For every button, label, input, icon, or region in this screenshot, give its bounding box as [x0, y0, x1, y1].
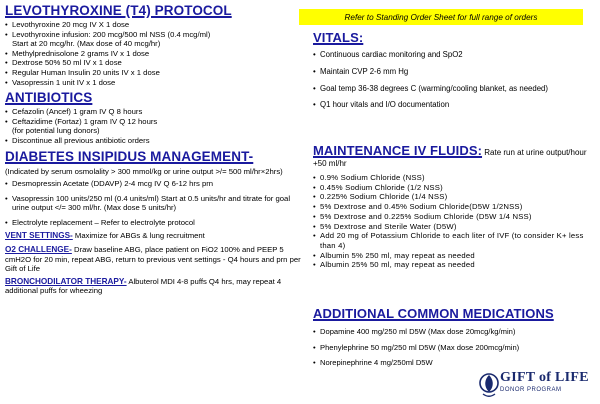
- list-item: • 0.225% Sodium Chloride (1/4 NSS): [313, 192, 597, 202]
- bronchodilator-therapy: [5, 277, 307, 296]
- fluids-list: [313, 173, 597, 270]
- list-item: • Maintain CVP 2-6 mm Hg: [313, 67, 597, 77]
- list-item: • Electrolyte replacement – Refer to electrolyte protocol: [5, 218, 307, 228]
- levothyroxine-heading: LEVOTHYROXINE (T4) PROTOCOL: [5, 3, 232, 18]
- list-item: • Dopamine 400 mg/250 ml D5W (Max dose 20mcg/kg/min): [313, 327, 597, 337]
- diabetes-insipidus-intro: (Indicated by serum osmolality > 300 mmol/kg or urine output >/= 500 ml/hr×2hrs): [5, 166, 283, 176]
- fluids-heading: MAINTENANCE IV FLUIDS:: [313, 143, 483, 158]
- list-item: • Ceftazidime (Fortaz) 1 gram IV Q 12 hours: [5, 117, 307, 127]
- o2-challenge-text: Draw baseline ABG, place patient on FiO2 100% and PEEP 5 cmH2O for 20 min, repeat ABG, return to previous vent settings - Q4 hours and prn per Gift of Life: [5, 245, 301, 274]
- fluids-note: Rate run at urine output/hour +50 ml/hr: [313, 148, 587, 168]
- left-column: [5, 0, 307, 296]
- logo-subtitle: DONOR PROGRAM: [500, 387, 562, 393]
- vent-settings-text: Maximize for ABGs & lung recruitment: [72, 230, 205, 240]
- list-item: • Regular Human Insulin 20 units IV x 1 dose: [5, 68, 307, 78]
- logo-name: GIFT of LIFE: [500, 370, 589, 385]
- levothyroxine-list: [5, 20, 307, 87]
- fluids-heading-row: [313, 143, 597, 169]
- gift-of-life-logo: [478, 368, 596, 402]
- antibiotics-list: [5, 107, 307, 145]
- vent-settings-label: VENT SETTINGS-: [5, 230, 73, 240]
- list-item: • Albumin 25% 50 ml, may repeat as needed: [313, 260, 597, 270]
- list-item: • Albumin 5% 250 ml, may repeat as needed: [313, 251, 597, 261]
- fluids-section: [313, 143, 597, 270]
- list-item: • Dextrose 50% 50 ml IV x 1 dose: [5, 58, 307, 68]
- bronchodilator-label: BRONCHODILATOR THERAPY-: [5, 276, 127, 286]
- list-item: • Methylprednisolone 2 grams IV x 1 dose: [5, 49, 307, 59]
- list-item: • 0.45% Sodium Chloride (1/2 NSS): [313, 183, 597, 193]
- list-item: • Goal temp 36-38 degrees C (warming/cooling blanket, as needed): [313, 84, 597, 94]
- list-item: • Phenylephrine 50 mg/250 ml D5W (Max dose 200mcg/min): [313, 343, 597, 353]
- medications-heading: ADDITIONAL COMMON MEDICATIONS: [313, 306, 554, 321]
- list-item: (for potential lung donors): [12, 126, 100, 136]
- list-item: • Levothyroxine infusion: 200 mcg/500 ml NSS (0.4 mcg/ml): [5, 30, 307, 40]
- list-item: • 5% Dextrose and Sterile Water (D5W): [313, 222, 597, 232]
- antibiotics-heading: ANTIBIOTICS: [5, 90, 93, 106]
- list-item: • 0.9% Sodium Chloride (NSS): [313, 173, 597, 183]
- vitals-section: [313, 30, 597, 110]
- list-item: • 5% Dextrose and 0.225% Sodium Chloride (D5W 1/4 NSS): [313, 212, 597, 222]
- medications-list: [313, 327, 597, 368]
- list-item: • Vasopressin 100 units/250 ml (0.4 units/ml) Start at 0.5 units/hr and titrate for goal urine output </= 300 ml/hr. (Max dose 5 units/hr): [5, 194, 307, 213]
- list-item: Start at 20 mcg/hr. (Max dose of 40 mcg/hr): [12, 39, 161, 49]
- vitals-list: [313, 50, 597, 110]
- medications-section: [313, 306, 597, 368]
- vent-settings: [5, 231, 307, 241]
- list-item: • Vasopressin 1 unit IV x 1 dose: [5, 78, 307, 88]
- list-item: • Continuous cardiac monitoring and SpO2: [313, 50, 597, 60]
- o2-challenge-label: O2 CHALLENGE-: [5, 245, 72, 255]
- list-item: • Norepinephrine 4 mg/250ml D5W: [313, 358, 597, 368]
- list-item: • Desmopressin Acetate (DDAVP) 2-4 mcg IV Q 6-12 hrs prn: [5, 179, 307, 189]
- list-item: • 5% Dextrose and 0.45% Sodium Chloride(D5W 1/2NSS): [313, 202, 597, 212]
- list-item: • Discontinue all previous antibiotic orders: [5, 136, 307, 146]
- bronchodilator-text: Albuterol MDI 4-8 puffs Q4 hrs, may repeat 4 additional puffs for wheezing: [5, 276, 282, 296]
- list-item: • Levothyroxine 20 mcg IV X 1 dose: [5, 20, 307, 30]
- list-item: • Cefazolin (Ancef) 1 gram IV Q 8 hours: [5, 107, 307, 117]
- logo-mark-icon: [478, 368, 500, 400]
- vitals-heading: VITALS:: [313, 30, 364, 45]
- standing-order-banner: Refer to Standing Order Sheet for full range of orders: [299, 9, 583, 25]
- list-item: • Add 20 mg of Potassium Chloride to each liter of IVF (to consider K+ less than 4): [313, 231, 597, 250]
- diabetes-insipidus-list: [5, 179, 307, 227]
- o2-challenge: [5, 245, 307, 274]
- list-item: • Q1 hour vitals and I/O documentation: [313, 100, 597, 110]
- diabetes-insipidus-heading: DIABETES INSIPIDUS MANAGEMENT-: [5, 148, 254, 164]
